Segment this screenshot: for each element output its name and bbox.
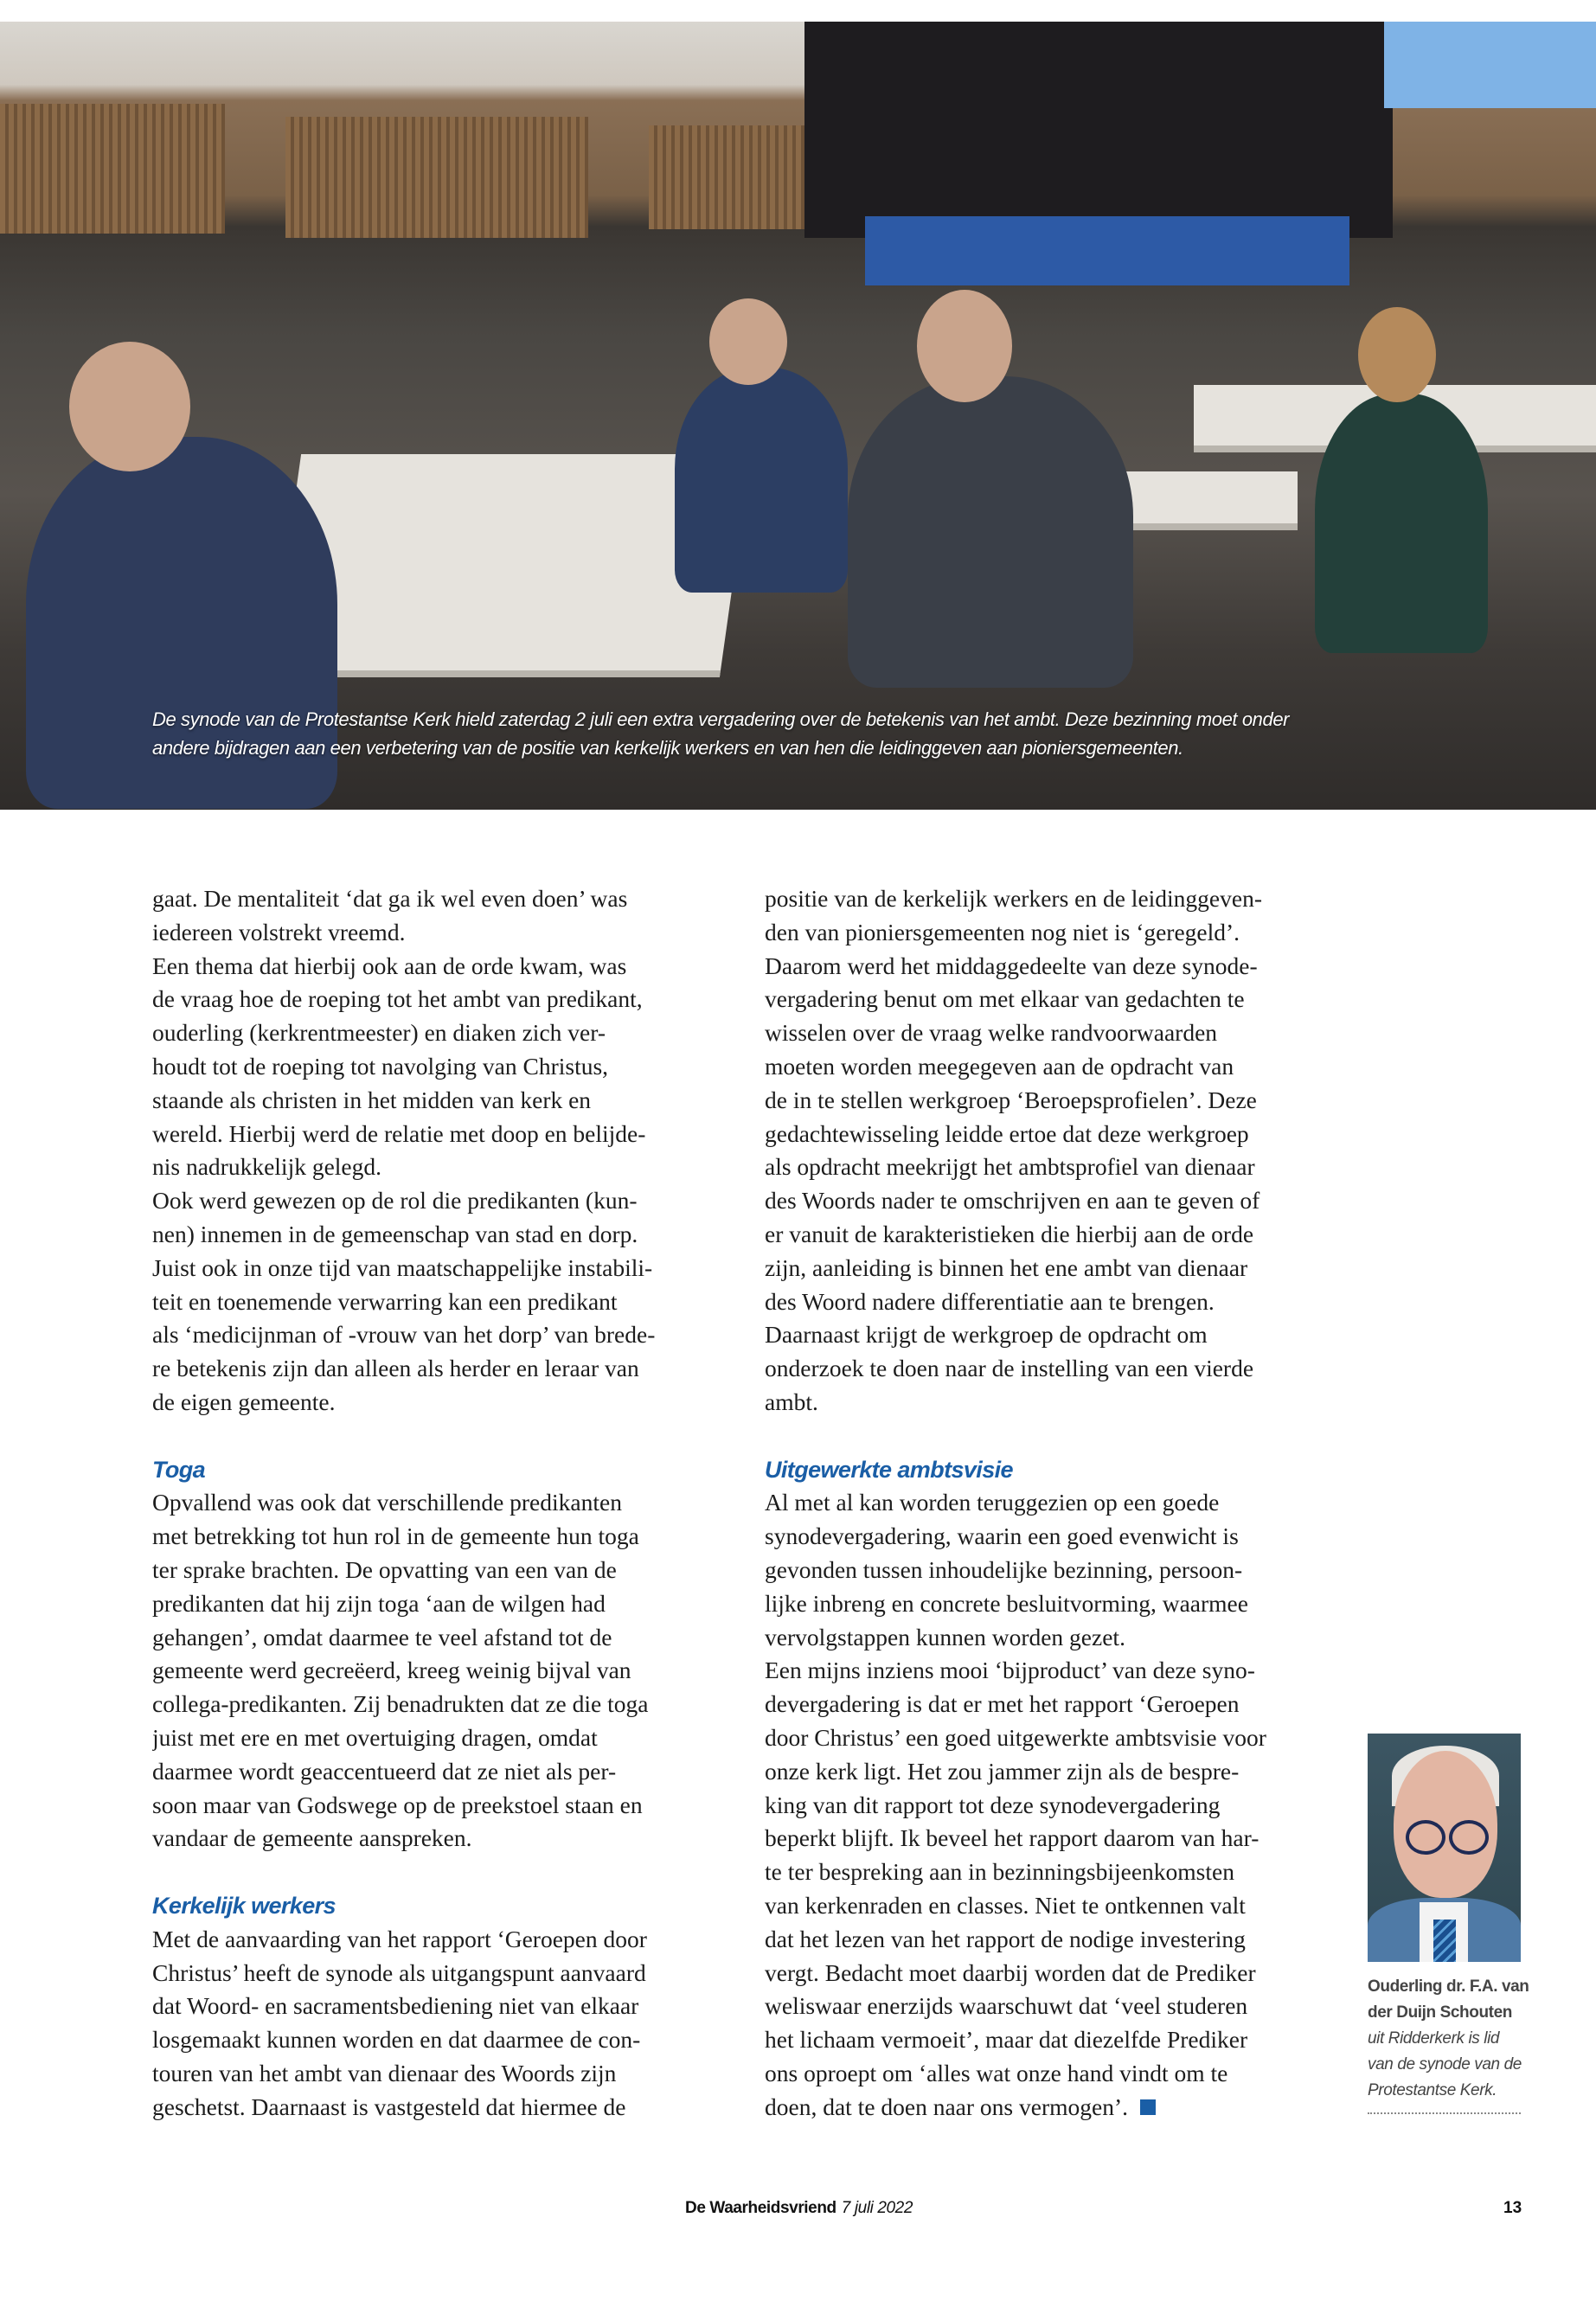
synod-meeting-photo <box>0 22 1596 810</box>
text-line: vergt. Bedacht moet daarbij worden dat de Prediker <box>765 1958 1256 1986</box>
text-line: des Woords nader te omschrijven en aan te geven of <box>765 1187 1260 1215</box>
text-line: king van dit rapport tot deze synodevergadering <box>765 1791 1221 1818</box>
text-line: dat Woord- en sacramentsbediening niet van elkaar <box>152 1992 639 2020</box>
text-line: daarmee wordt geaccentueerd dat ze niet als per- <box>152 1757 617 1785</box>
text-line: ambt. <box>765 1388 818 1415</box>
author-name <box>1368 1974 1529 2026</box>
text-line: teit en toenemende verwarring kan een predikant <box>152 1287 618 1315</box>
author-description <box>1368 2026 1521 2104</box>
author-box <box>1368 1734 1529 2114</box>
text-line: te ter bespreking aan in bezinningsbijeenkomsten <box>765 1858 1234 1886</box>
text-line: Een mijns inziens mooi ‘bijproduct’ van deze syno- <box>765 1657 1255 1684</box>
stage <box>804 22 1393 238</box>
text-line: de vraag hoe de roeping tot het ambt van predikant, <box>152 985 643 1013</box>
text-line: wisselen over de vraag welke randvoorwaarden <box>765 1019 1218 1047</box>
text-line: Opvallend was ook dat verschillende predikanten <box>152 1489 622 1516</box>
text-line: Met de aanvaarding van het rapport ‘Geroepen door <box>152 1925 647 1952</box>
text-line: Een thema dat hierbij ook aan de orde kwam, was <box>152 952 627 979</box>
text-line: zijn, aanleiding is binnen het ene ambt van dienaar <box>765 1253 1248 1281</box>
caption-line: andere bijdragen aan een verbetering van de positie van kerkelijk werkers en van hen die leidinggeven aan pioniersgemeenten. <box>152 737 1183 759</box>
text-line: geschetst. Daarnaast is vastgesteld dat hiermee de <box>152 2093 626 2120</box>
text-line: lijke inbreng en concrete besluitvorming, waarmee <box>765 1589 1248 1617</box>
text-line: het lichaam vermoeit’, maar dat diezelfde Prediker <box>765 2026 1248 2054</box>
text-line: met betrekking tot hun rol in de gemeente hun toga <box>152 1522 639 1550</box>
paragraph-gap <box>152 1856 732 1889</box>
person <box>1315 394 1488 653</box>
person-head <box>1358 307 1436 402</box>
text-line: staande als christen in het midden van kerk en <box>152 1086 592 1113</box>
section-heading: Toga <box>152 1456 206 1483</box>
text-line: gevonden tussen inhoudelijke bezinning, persoon- <box>765 1555 1243 1583</box>
end-of-article-icon <box>1140 2099 1156 2115</box>
text-line: van kerkenraden en classes. Niet te ontkennen valt <box>765 1891 1246 1919</box>
publication-name: De Waarheidsvriend <box>685 2199 836 2217</box>
text-line: ons oproept om ‘alles wat onze hand vindt om te <box>765 2059 1228 2086</box>
presidium-table <box>865 216 1349 285</box>
text-line: positie van de kerkelijk werkers en de leidinggeven- <box>765 885 1263 912</box>
text-line: Daarnaast krijgt de werkgroep de opdracht om <box>765 1321 1208 1349</box>
text-line: Daarom werd het middaggedeelte van deze synode- <box>765 952 1258 979</box>
text-line: dat het lezen van het rapport de nodige investering <box>765 1925 1246 1952</box>
paragraph <box>152 1486 732 1856</box>
divider <box>1368 2112 1521 2114</box>
text-line: ter sprake brachten. De opvatting van een van de <box>152 1555 617 1583</box>
footer-publication <box>685 2199 913 2218</box>
text-line: losgemaakt kunnen worden en dat daarmee de con- <box>152 2026 641 2054</box>
text-line: onze kerk ligt. Het zou jammer zijn als de bespre- <box>765 1757 1240 1785</box>
text-line: nis nadrukkelijk gelegd. <box>152 1153 382 1181</box>
section-heading: Kerkelijk werkers <box>152 1892 336 1919</box>
caption-line: De synode van de Protestantse Kerk hield zaterdag 2 juli een extra vergadering over de betekenis van het ambt. Deze bezinning moet onder <box>152 708 1290 730</box>
author-name-line: Ouderling dr. F.A. van <box>1368 1977 1529 1996</box>
text-line: nen) innemen in de gemeenschap van stad en dorp. <box>152 1220 638 1247</box>
author-desc-line: uit Ridderkerk is lid <box>1368 2029 1500 2048</box>
person <box>675 368 848 593</box>
text-line: synodevergadering, waarin een goed evenwicht is <box>765 1522 1239 1550</box>
author-name-line: der Duijn Schouten <box>1368 2003 1512 2022</box>
paragraph <box>152 1923 732 2125</box>
text-line: gehangen’, omdat daarmee te veel afstand tot de <box>152 1623 612 1650</box>
paragraph <box>152 882 732 1420</box>
wood-wall-panel <box>0 104 225 234</box>
text-line: gaat. De mentaliteit ‘dat ga ik wel even doen’ was <box>152 885 628 912</box>
text-line: door Christus’ een goed uitgewerkte ambtsvisie voor <box>765 1723 1266 1751</box>
text-line: Al met al kan worden teruggezien op een goede <box>765 1489 1220 1516</box>
page-number: 13 <box>1503 2199 1522 2217</box>
text-line: iedereen volstrekt vreemd. <box>152 918 406 945</box>
text-line: predikanten dat hij zijn toga ‘aan de wilgen had <box>152 1589 606 1617</box>
text-line: ouderling (kerkrentmeester) en diaken zich ver- <box>152 1019 606 1047</box>
text-line: vergadering benut om met elkaar van gedachten te <box>765 985 1245 1013</box>
text-line: onderzoek te doen naar de instelling van een vierde <box>765 1355 1254 1382</box>
text-line: moeten worden meegegeven aan de opdracht van <box>765 1052 1234 1080</box>
text-line: devergadering is dat er met het rapport ‘Geroepen <box>765 1690 1240 1718</box>
text-line: beperkt blijft. Ik beveel het rapport daarom van har- <box>765 1824 1259 1852</box>
text-line: vandaar de gemeente aanspreken. <box>152 1824 472 1852</box>
paragraph <box>765 1486 1344 2124</box>
text-line: Christus’ heeft de synode als uitgangspunt aanvaard <box>152 1958 646 1986</box>
photo-caption <box>152 705 1571 762</box>
text-line: er vanuit de karakteristieken die hierbij aan de orde <box>765 1220 1254 1247</box>
text-line: wereld. Hierbij werd de relatie met doop en belijde- <box>152 1119 646 1147</box>
text-line: soon maar van Godswege op de preekstoel staan en <box>152 1791 643 1818</box>
article-column-left <box>152 882 732 2124</box>
person-head <box>917 290 1012 402</box>
paragraph <box>765 882 1344 1420</box>
text-line: vervolgstappen kunnen worden gezet. <box>765 1623 1125 1650</box>
projection-screen <box>1384 22 1596 108</box>
author-portrait <box>1368 1734 1521 1962</box>
author-desc-line: Protestantse Kerk. <box>1368 2081 1497 2099</box>
text-line: doen, dat te doen naar ons vermogen’. <box>765 2091 1344 2125</box>
section-heading: Uitgewerkte ambtsvisie <box>765 1456 1013 1483</box>
text-line: houdt tot de roeping tot navolging van Christus, <box>152 1052 609 1080</box>
wood-wall-panel <box>285 117 588 238</box>
text-line: Juist ook in onze tijd van maatschappelijke instabili- <box>152 1253 653 1281</box>
text-line: Ook werd gewezen op de rol die predikanten (kun- <box>152 1187 638 1215</box>
text-line: juist met ere en met overtuiging dragen, omdat <box>152 1723 598 1751</box>
text-line: des Woord nadere differentiatie aan te brengen. <box>765 1287 1215 1315</box>
person <box>848 376 1133 688</box>
text-line: als ‘medicijnman of -vrouw van het dorp’ van brede- <box>152 1321 656 1349</box>
text-line: den van pioniersgemeenten nog niet is ‘geregeld’. <box>765 918 1240 945</box>
text-line: de eigen gemeente. <box>152 1388 336 1415</box>
text-line: als opdracht meekrijgt het ambtsprofiel van dienaar <box>765 1153 1255 1181</box>
author-desc-line: van de synode van de <box>1368 2055 1522 2073</box>
text-line: gemeente werd gecreëerd, kreeg weinig bijval van <box>152 1657 631 1684</box>
text-line: gedachtewisseling leidde ertoe dat deze werkgroep <box>765 1119 1249 1147</box>
paragraph-gap <box>152 1420 732 1453</box>
text-line: de in te stellen werkgroep ‘Beroepsprofielen’. Deze <box>765 1086 1257 1113</box>
paragraph-gap <box>765 1420 1344 1453</box>
text-line: re betekenis zijn dan alleen als herder en leraar van <box>152 1355 639 1382</box>
text-line: touren van het ambt van dienaar des Woords zijn <box>152 2059 617 2086</box>
person-head <box>69 342 190 471</box>
article-column-right <box>765 882 1344 2124</box>
issue-date: 7 juli 2022 <box>841 2199 913 2217</box>
person-head <box>709 298 787 385</box>
text-line: weliswaar enerzijds waarschuwt dat ‘veel studeren <box>765 1992 1248 2020</box>
text-line: collega-predikanten. Zij benadrukten dat ze die toga <box>152 1690 649 1718</box>
